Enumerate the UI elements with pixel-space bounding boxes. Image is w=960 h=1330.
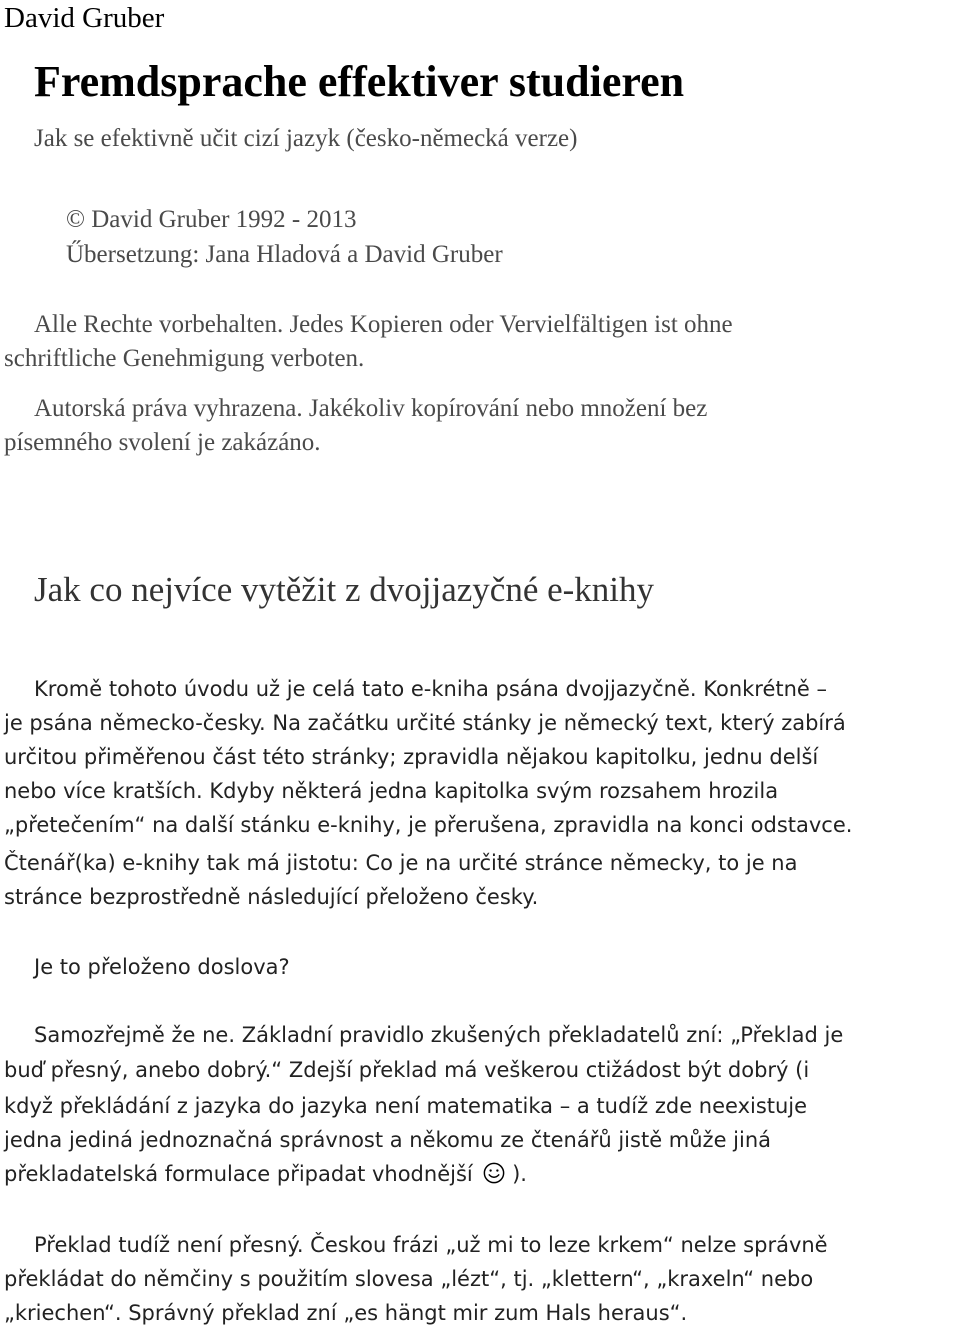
paragraph-line: je psána německo-česky. Na začátku určité stánky je německý text, který zabírá	[4, 711, 846, 735]
section-heading: Jak co nejvíce vytěžit z dvojjazyčné e-knihy	[34, 570, 655, 609]
book-title: Fremdsprache effektiver studieren	[34, 57, 685, 106]
paragraph-line: když překládání z jazyka do jazyka není matematika – a tudíž zde neexistuje	[4, 1094, 808, 1118]
paragraph-line-with-smiley	[4, 1157, 527, 1191]
author-name: David Gruber	[4, 2, 165, 34]
book-subtitle: Jak se efektivně učit cizí jazyk (česko-německá verze)	[34, 125, 578, 152]
paragraph-line: Kromě tohoto úvodu už je celá tato e-kniha psána dvojjazyčně. Konkrétně –	[34, 677, 828, 701]
paragraph-line: jedna jediná jednoznačná správnost a někomu ze čtenářů jistě může jiná	[4, 1128, 772, 1152]
paragraph-line: stránce bezprostředně následující přeloženo česky.	[4, 885, 539, 909]
rights-de-line-1: Alle Rechte vorbehalten. Jedes Kopieren oder Vervielfältigen ist ohne	[34, 311, 733, 338]
paragraph-line: nebo více kratších. Kdyby některá jedna kapitolka svým rozsahem hrozila	[4, 779, 779, 803]
paragraph-line: překládat do němčiny s použitím slovesa „lézt“, tj. „klettern“, „kraxeln“ nebo	[4, 1267, 814, 1291]
paragraph-line: buď přesný, anebo dobrý.“ Zdejší překlad má veškerou ctižádost být dobrý (i	[4, 1058, 810, 1082]
paragraph-line: Čtenář(ka) e-knihy tak má jistotu: Co je na určité stránce německy, to je na	[4, 851, 798, 875]
paragraph-line: Samozřejmě že ne. Základní pravidlo zkušených překladatelů zní: „Překlad je	[34, 1023, 844, 1047]
translation-credit: Űbersetzung: Jana Hladová a David Gruber	[66, 241, 503, 268]
rights-cs-line-1: Autorská práva vyhrazena. Jakékoliv kopírování nebo množení bez	[34, 395, 708, 422]
copyright-line: © David Gruber 1992 - 2013	[66, 206, 357, 233]
paragraph-line: „kriechen“. Správný překlad zní „es hängt mir zum Hals heraus“.	[4, 1301, 688, 1325]
smiley-face-icon	[483, 1162, 505, 1184]
rights-cs-line-2: písemného svolení je zakázáno.	[4, 429, 321, 456]
paragraph-line: určitou přiměřenou část této stránky; zpravidla nějakou kapitolku, jednu delší	[4, 745, 819, 769]
question-line: Je to přeloženo doslova?	[34, 955, 290, 979]
paragraph-line: „přetečením“ na další stánku e-knihy, je přerušena, zpravidla na konci odstavce.	[4, 813, 853, 837]
rights-de-line-2: schriftliche Genehmigung verboten.	[4, 345, 365, 372]
paragraph-text: překladatelská formulace připadat vhodnější	[4, 1162, 473, 1186]
paragraph-text-end: ).	[512, 1162, 527, 1186]
paragraph-line: Překlad tudíž není přesný. Českou frázi „už mi to leze krkem“ nelze správně	[34, 1233, 828, 1257]
